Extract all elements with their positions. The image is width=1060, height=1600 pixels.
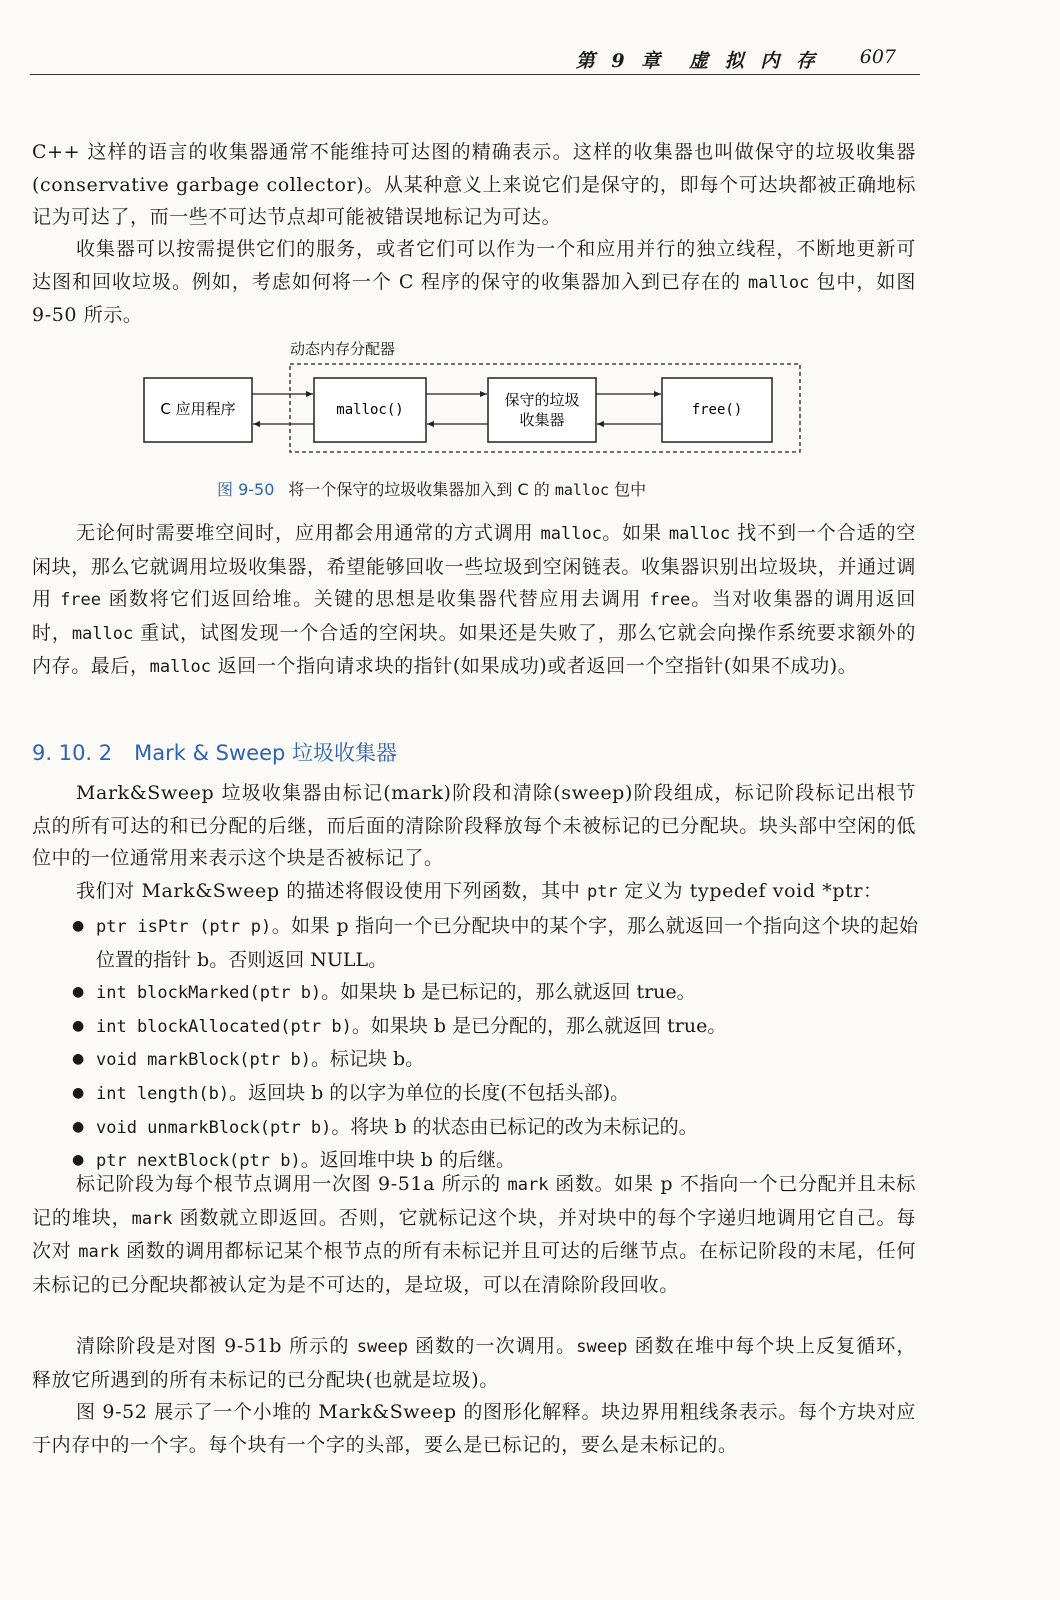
page-number: 607 [859,46,896,68]
function-list [72,910,918,1178]
box-free-label: free() [691,402,743,418]
box-malloc-label: malloc() [336,402,404,418]
list-item: ● void unmarkBlock(ptr b)。将块 b 的状态由已标记的改为未标记的。 [72,1111,918,1145]
box-gc-label-1: 保守的垃圾 [504,391,580,409]
box-gc-label-2: 收集器 [519,411,565,429]
box-gc [488,378,596,442]
paragraph-sweep-phase: 清除阶段是对图 9-51b 所示的 sweep 函数的一次调用。sweep 函数在堆中每个块上反复循环，释放它所遇到的所有未标记的已分配块(也就是垃圾)。 [32,1335,916,1391]
box-c-app-label: C 应用程序 [160,400,236,418]
paragraph-malloc-gc: 无论何时需要堆空间时，应用都会用通常的方式调用 malloc。如果 malloc 找不到一个合适的空闲块，那么它就调用垃圾收集器，希望能够回收一些垃圾到空闲链表。收集器识别出垃圾块，并通过调用 free 函数将它们返回给堆。关键的思想是收集器代替应用去调用 free。当对收集器的调用返回时，malloc 重试，试图发现一个合适的空闲块。如果还是失败了，那么它就会向操作系统要求额外的内存。最后，malloc 返回一个指向请求块的指针(如果成功)或者返回一个空指针(如果不成功)。 [32,522,917,678]
list-item: ● int blockAllocated(ptr b)。如果块 b 是已分配的，那么就返回 true。 [72,1010,918,1044]
running-header [30,44,920,75]
chapter-title: 第 9 章 虚 拟 内 存 [575,50,820,72]
figure-9-50 [138,336,818,468]
allocator-label: 动态内存分配器 [290,340,396,358]
paragraph-conservative: C++ 这样的语言的收集器通常不能维持可达图的精确表示。这样的收集器也叫做保守的垃圾收集器(conservative garbage collector)。从某种意义上来说它们是保守的，即每个可达块都被正确地标记为可达了，而一些不可达节点却可能被错误地标记为可达。 [32,141,916,229]
paragraph-service: 收集器可以按需提供它们的服务，或者它们可以作为一个和应用并行的独立线程，不断地更新可达图和回收垃圾。例如，考虑如何将一个 C 程序的保守的收集器加入到已存在的 malloc 包中，如图 9-50 所示。 [32,238,916,327]
figure-caption: 图 9-50 将一个保守的垃圾收集器加入到 C 的 malloc 包中 [217,480,647,499]
paragraph-figure-9-52: 图 9-52 展示了一个小堆的 Mark&Sweep 的图形化解释。块边界用粗线条表示。每个方块对应于内存中的一个字。每个块有一个字的头部，要么是已标记的，要么是未标记的。 [32,1401,916,1456]
list-item: ● int length(b)。返回块 b 的以字为单位的长度(不包括头部)。 [72,1077,918,1111]
section-heading: 9. 10. 2 Mark & Sweep 垃圾收集器 [32,741,398,765]
paragraph-mark-phase: 标记阶段为每个根节点调用一次图 9-51a 所示的 mark 函数。如果 p 不指向一个已分配并且未标记的堆块，mark 函数就立即返回。否则，它就标记这个块，并对块中的每个字递归地调用它自己。每次对 mark 函数的调用都标记某个根节点的所有未标记并且可达的后继节点。在标记阶段的末尾，任何未标记的已分配块都被认定为是不可达的，是垃圾，可以在清除阶段回收。 [32,1173,916,1296]
list-item: ● ptr isPtr (ptr p)。如果 p 指向一个已分配块中的某个字，那么就返回一个指向这个块的起始位置的指针 b。否则返回 NULL。 [72,910,918,976]
list-item: ● void markBlock(ptr b)。标记块 b。 [72,1043,918,1077]
list-item: ● int blockMarked(ptr b)。如果块 b 是已标记的，那么就返回 true。 [72,976,918,1010]
paragraph-mark-sweep: Mark&Sweep 垃圾收集器由标记(mark)阶段和清除(sweep)阶段组成，标记阶段标记出根节点的所有可达的和已分配的后继，而后面的清除阶段释放每个未被标记的已分配块。块头部中空闲的低位中的一位通常用来表示这个块是否被标记了。 [32,782,916,870]
paragraph-functions-intro: 我们对 Mark&Sweep 的描述将假设使用下列函数，其中 ptr 定义为 typedef void *ptr： [76,880,883,902]
list-item: ● ptr nextBlock(ptr b)。返回堆中块 b 的后继。 [72,1144,918,1178]
